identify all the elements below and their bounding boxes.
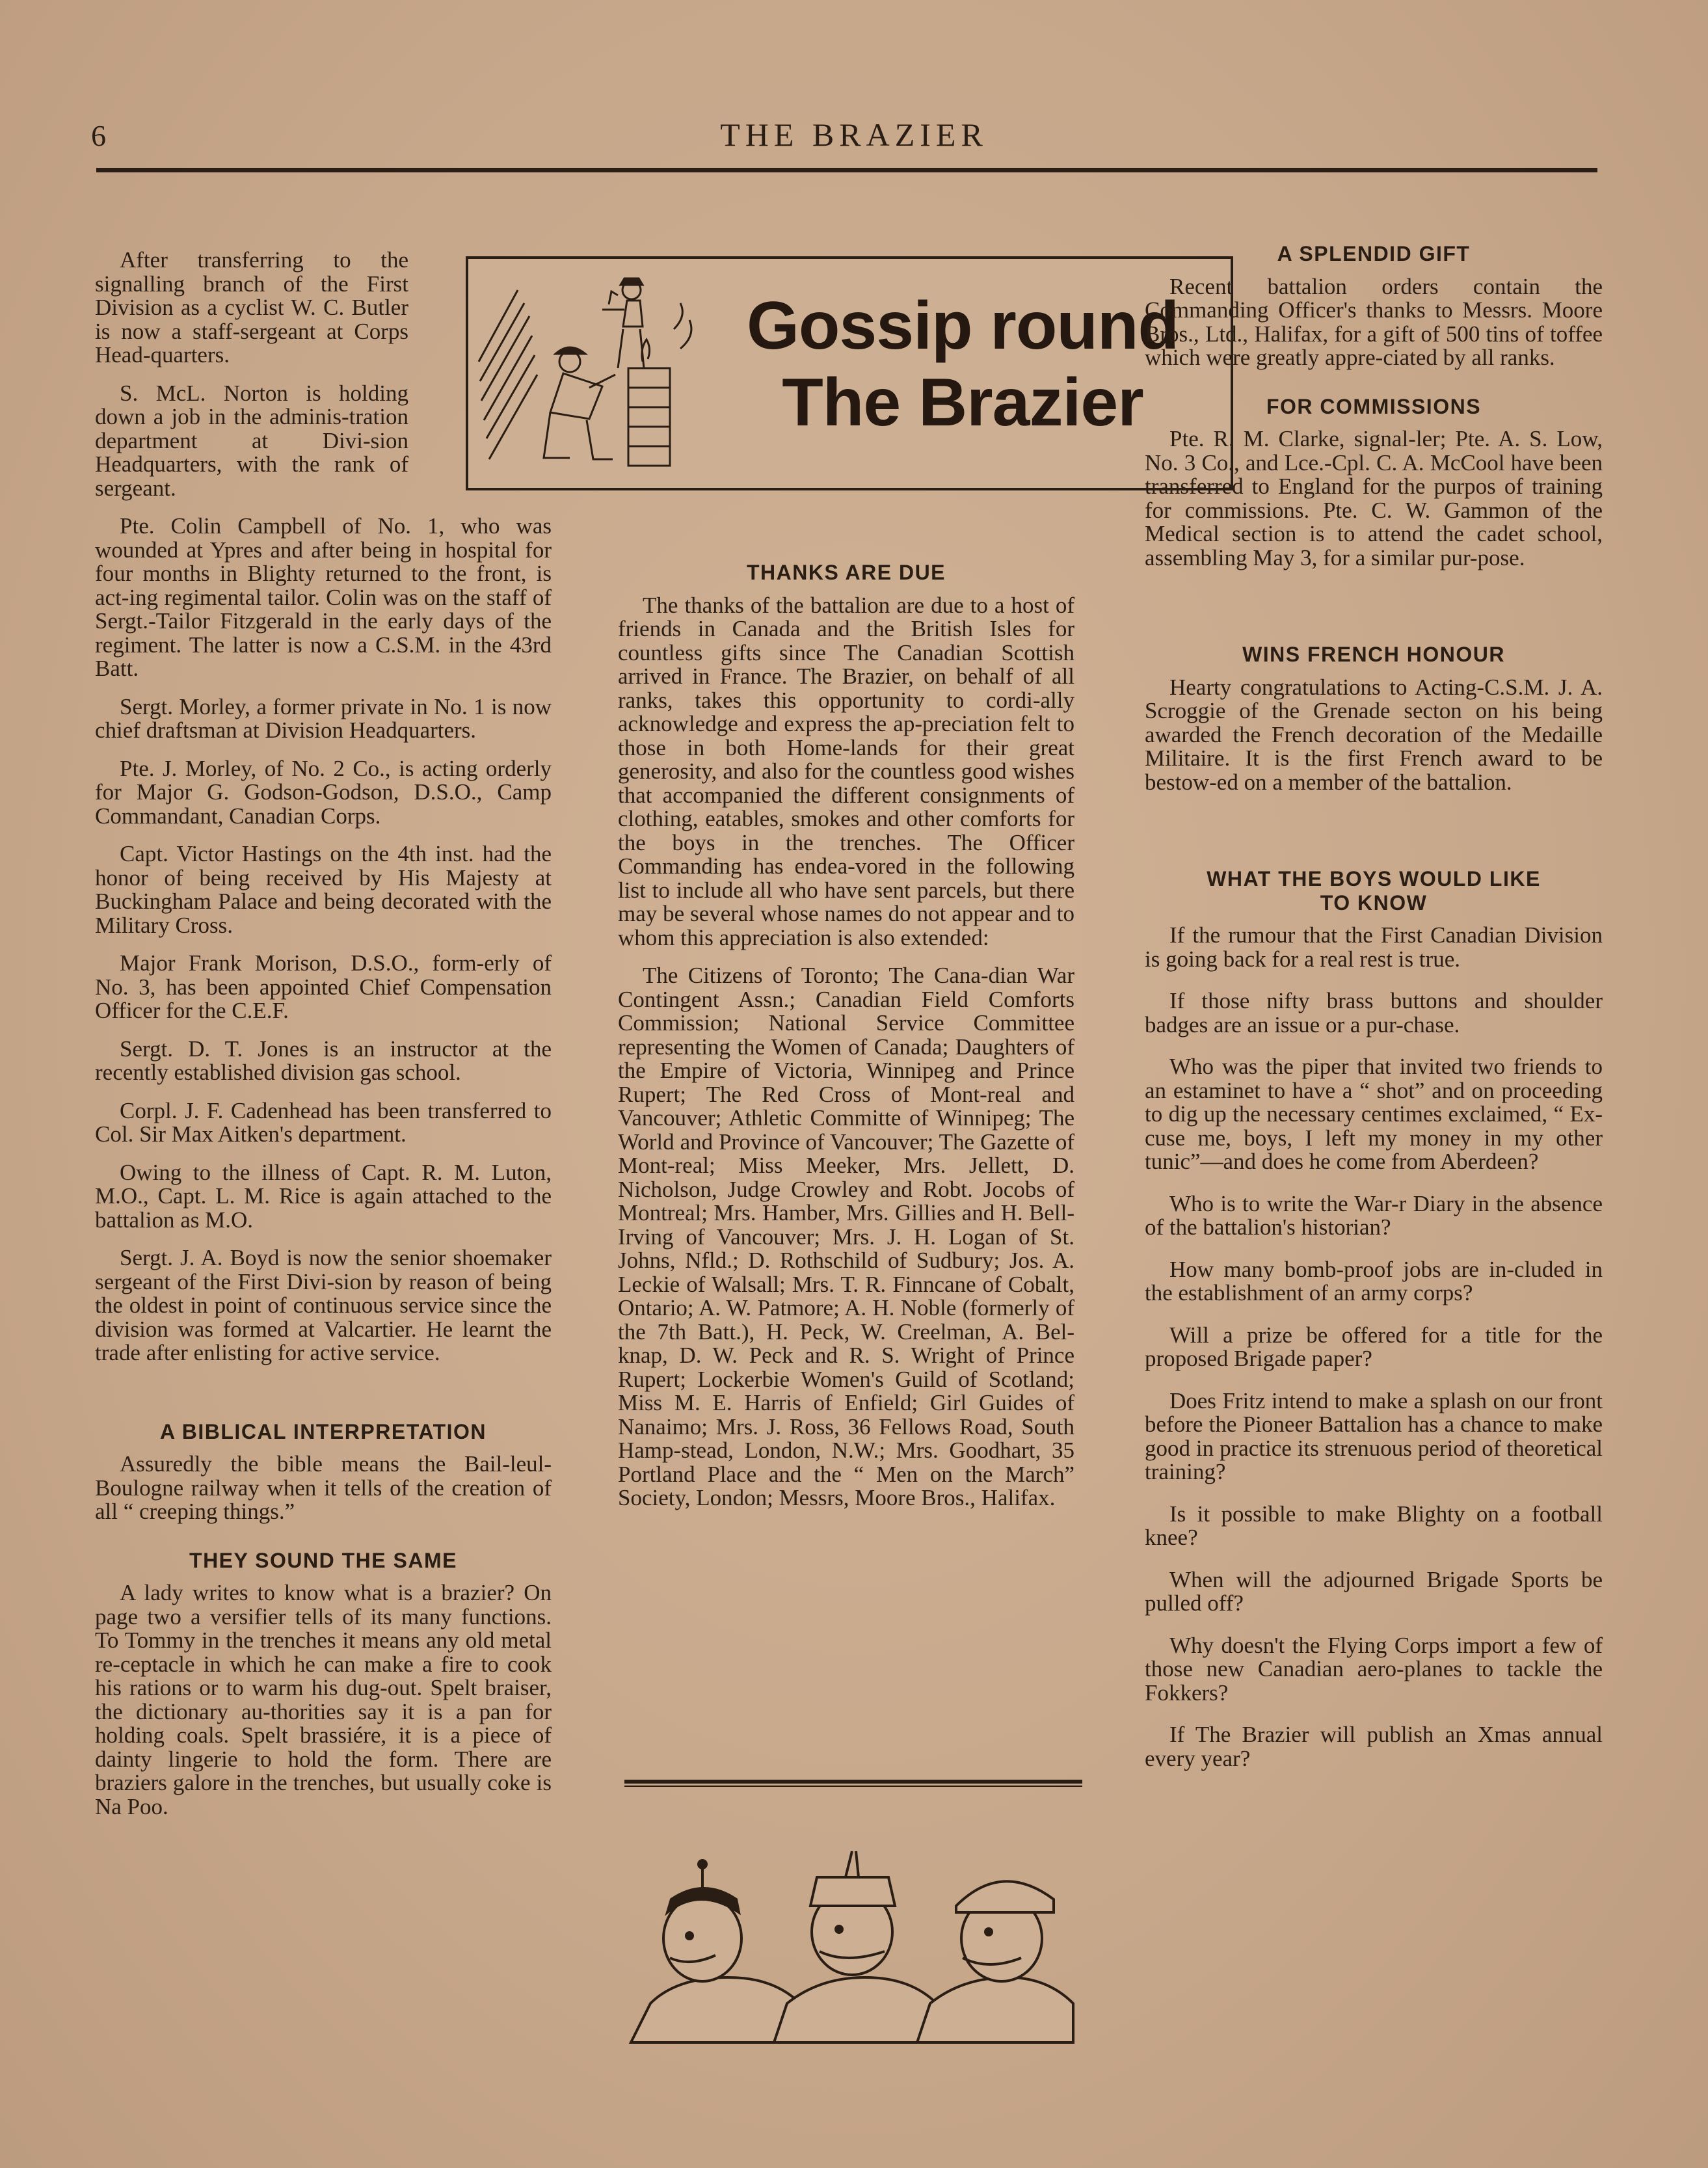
- know-title-line1: WHAT THE BOYS WOULD LIKE: [1207, 867, 1541, 890]
- header-rule: [96, 168, 1597, 172]
- news-item: Sergt. Morley, a former private in No. 1 is now chief draftsman at Division Headquarters.: [95, 693, 552, 743]
- news-item: Owing to the illness of Capt. R. M. Luton, M.O., Capt. L. M. Rice is again attached to the battalion as M.O.: [95, 1159, 552, 1233]
- news-item: Pte. J. Morley, of No. 2 Co., is acting orderly for Major G. Godson-Godson, D.S.O., Camp Commandant, Canadian Corps.: [95, 755, 552, 829]
- three-head-caricature-illustration: [624, 1834, 1080, 2049]
- question-item: Is it possible to make Blighty on a football knee?: [1145, 1501, 1603, 1550]
- gift-text: Recent battalion orders contain the Commanding Officer's thanks to Messrs. Moore Bros., Ltd., Halifax, for a gift of 500 tins of toffee which were greatly appre-ciated by all ranks.: [1145, 273, 1603, 370]
- news-item: Sergt. D. T. Jones is an instructor at the recently established division gas school.: [95, 1036, 552, 1085]
- banner-title-line1: Gossip round: [747, 288, 1179, 364]
- right-column: [1145, 242, 1603, 1789]
- biblical-title: A BIBLICAL INTERPRETATION: [159, 1419, 487, 1443]
- biblical-text: Assuredly the bible means the Bail-leul-Boulogne railway when it tells of the creation of all “ creeping things.”: [95, 1451, 552, 1524]
- thanks-text: The thanks of the battalion are due to a host of friends in Canada and the British Isles for countless gifts since The Canadian Scottish arrived in France. The Brazier, on behalf of all ranks, takes this opportunity to cordi-ally acknowledge and express the ap-preciation felt to those in both Home-lands for their great generosity, and also for the countless good wishes that accompanied the different consignments of clothing, eatables, smokes and other comforts for the boys in the trenches. The Officer Commanding has endea-vored in the following list to include all who have sent parcels, but there may be several whose names do not appear and to whom this appreciation is also extended:: [618, 592, 1074, 950]
- question-item: If those nifty brass buttons and shoulder badges are an issue or a pur-chase.: [1145, 988, 1603, 1037]
- question-item: When will the adjourned Brigade Sports be pulled off?: [1145, 1566, 1603, 1616]
- news-item: Sergt. J. A. Boyd is now the senior shoemaker sergeant of the First Divi-sion by reason of being the oldest in point of continuous service since the division was formed at Valcartier. He learnt the trade after enlisting for active service.: [95, 1245, 552, 1365]
- question-item: Who was the piper that invited two friends to an estaminet to have a “ shot” and on proceeding to dig up the necessary centimes exclaimed, “ Ex-cuse me, boys, I left my money in my other tunic”—and does he come from Aberdeen?: [1145, 1054, 1603, 1174]
- question-item: Does Fritz intend to make a splash on our front before the Pioneer Battalion has a chance to make good in practice its strenuous period of theoretical training?: [1145, 1387, 1603, 1484]
- news-item: After transferring to the signalling branch of the First Division as a cyclist W. C. Butler is now a staff-sergeant at Corps Head-quarters.: [95, 247, 408, 368]
- question-item: How many bomb-proof jobs are in-cluded in the establishment of an army corps?: [1145, 1256, 1603, 1305]
- sound-title: THEY SOUND THE SAME: [189, 1548, 457, 1572]
- running-head: THE BRAZIER: [720, 116, 988, 153]
- question-item: If the rumour that the First Canadian Division is going back for a real rest is true.: [1145, 922, 1603, 972]
- question-item: Why doesn't the Flying Corps import a few of those new Canadian aero-planes to tackle the Fokkers?: [1145, 1632, 1603, 1706]
- know-title-line2: TO KNOW: [1320, 890, 1428, 915]
- thanks-list: The Citizens of Toronto; The Cana-dian War Contingent Assn.; Canadian Field Comforts Commission; National Service Committee representing the Women of Canada; Daughters of the Empire of Victoria, Winnipeg and Prince Rupert; The Red Cross of Mont-real and Vancouver; Athletic Committe of Winnipeg; The World and Province of Vancouver; The Gazette of Mont-real; Miss Meeker, Mrs. Jellett, D. Nicholson, Judge Crowley and Robt. Jocobs of Montreal; Mrs. Hamber, Mrs. Gillies and H. Bell-Irving of Vancouver; Mrs. J. H. Logan of St. Johns, Nfld.; D. Rothschild of Sudbury; Jos. A. Leckie of Walsall; Mrs. T. R. Finncane of Cobalt, Ontario; A. W. Patmore; A. H. Noble (formerly of the 7th Batt.), H. Peck, W. Creelman, A. Bel-knap, D. W. Peck and R. S. Wright of Prince Rupert; Lockerbie Women's Guild of Scotland; Miss M. E. Harris of Enfield; Girl Guides of Nanaimo; Mrs. J. Ross, 36 Fellows Road, South Hamp-stead, London, N.W.; Mrs. Goodhart, 35 Portland Place and the “ Men on the March” Society, London; Messrs, Moore Bros., Halifax.: [618, 963, 1074, 1510]
- banner-title-line2: The Brazier: [782, 365, 1143, 440]
- news-item: Major Frank Morison, D.S.O., form-erly of No. 3, has been appointed Chief Compensation Officer for the C.E.F.: [95, 950, 552, 1023]
- section-divider: [624, 1780, 1082, 1789]
- question-item: Will a prize be offered for a title for the proposed Brigade paper?: [1145, 1322, 1603, 1371]
- news-item: Corpl. J. F. Cadenhead has been transferred to Col. Sir Max Aitken's department.: [95, 1097, 552, 1147]
- thanks-title: THANKS ARE DUE: [746, 561, 946, 584]
- news-item: S. McL. Norton is holding down a job in the adminis-tration department at Divi-sion Headquarters, with the rank of sergeant.: [95, 380, 408, 501]
- question-item: Who is to write the War-r Diary in the absence of the battalion's historian?: [1145, 1190, 1603, 1240]
- commissions-text: Pte. R. M. Clarke, signal-ler; Pte. A. S. Low, No. 3 Co., and Lce.-Cpl. C. A. McCool have been transferred to England for the purpos of training for commissions. Pte. C. W. Gammon of the Medical section is to attend the cadet school, assembling May 3, for a similar pur-pose.: [1145, 426, 1603, 570]
- news-item: Pte. Colin Campbell of No. 1, who was wounded at Ypres and after being in hospital for four months in Blighty returned to the front, is act-ing regimental tailor. Colin was on the staff of Sergt.-Tailor Fitzgerald in the early days of the regiment. The latter is now a C.S.M. in the 43rd Batt.: [95, 513, 552, 681]
- middle-column: [618, 561, 1074, 1525]
- honour-title: WINS FRENCH HONOUR: [1242, 643, 1505, 666]
- sound-text: A lady writes to know what is a brazier? On page two a versifier tells of its many functions. To Tommy in the trenches it means any old metal re-ceptacle in which he can make a fire to cook his rations or to warm his dug-out. Spelt braiser, the dictionary au-thorities say it is a pan for holding coals. Spelt brassiére, it is a piece of dainty lingerie to hold the form. There are braziers galore in the trenches, but usually coke is Na Poo.: [95, 1580, 552, 1819]
- question-item: If The Brazier will publish an Xmas annual every year?: [1145, 1722, 1603, 1771]
- commissions-title: FOR COMMISSIONS: [1266, 394, 1482, 418]
- gift-title: A SPLENDID GIFT: [1277, 242, 1471, 265]
- honour-text: Hearty congratulations to Acting-C.S.M. J. A. Scroggie of the Grenade secton on his being awarded the French decoration of the Medaille Militaire. It is the first French award to be bestow-ed on a member of the battalion.: [1145, 674, 1603, 795]
- know-title: [1145, 867, 1603, 915]
- page-number: 6: [91, 119, 106, 152]
- left-column: [95, 248, 552, 1833]
- gossip-banner: [466, 256, 1233, 490]
- news-item: Capt. Victor Hastings on the 4th inst. had the honor of being received by His Majesty at Buckingham Palace and being decorated with the Military Cross.: [95, 841, 552, 938]
